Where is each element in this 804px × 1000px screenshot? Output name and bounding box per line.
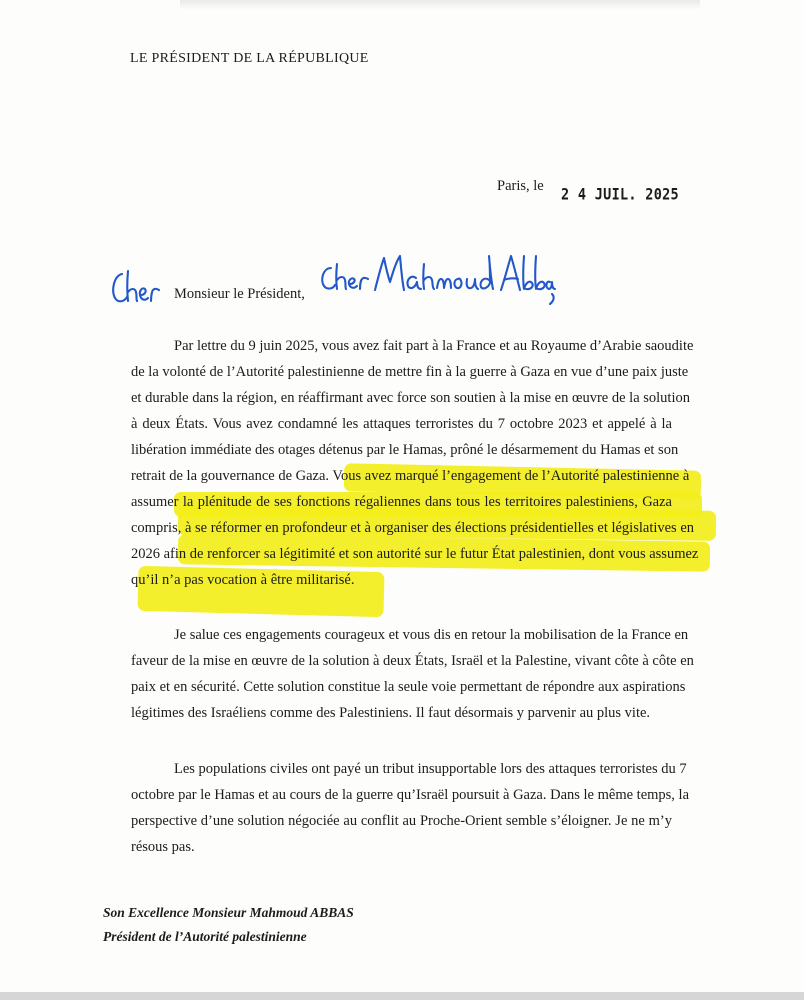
- paragraph-1-line: de la volonté de l’Autorité palestinienne de mettre fin à la guerre à Gaza en vue d’une paix juste: [131, 364, 689, 380]
- paragraph-1-line: libération immédiate des otages détenus par le Hamas, prôné le désarmement du Hamas et son: [131, 442, 679, 458]
- addressee-name: Son Excellence Monsieur Mahmoud ABBAS: [103, 905, 354, 920]
- paragraph-2-line: paix et en sécurité. Cette solution constitue la seule voie permettant de répondre aux aspirations: [131, 679, 686, 695]
- paragraph-2-line: légitimes des Israéliens comme des Palestiniens. Il faut désormais y parvenir au plus vite.: [131, 705, 651, 721]
- paragraph-1-line: compris, à se réformer en profondeur et à organiser des élections présidentielles et législatives en: [131, 520, 695, 536]
- paragraph-3-line: Les populations civiles ont payé un tribut insupportable lors des attaques terroristes du 7: [174, 761, 687, 777]
- paragraph-1-line: à deux États. Vous avez condamné les attaques terroristes du 7 octobre 2023 et appelé à la: [131, 416, 672, 432]
- page-top-shadow: [180, 0, 700, 10]
- paragraph-3-line: résous pas.: [131, 839, 195, 855]
- paragraph-1-line: et durable dans la région, en réaffirmant avec force son soutien à la mise en œuvre de la solution: [131, 390, 690, 406]
- addressee-title: Président de l’Autorité palestinienne: [103, 929, 307, 944]
- salutation: Monsieur le Président,: [174, 286, 305, 302]
- paragraph-2-line: faveur de la mise en œuvre de la solution à deux États, Israël et la Palestine, vivant côte à côte en: [131, 653, 694, 669]
- paragraph-1-line: retrait de la gouvernance de Gaza. Vous avez marqué l’engagement de l’Autorité palestinienne à: [131, 468, 690, 484]
- date-place: Paris, le: [497, 178, 544, 194]
- paragraph-2-line: Je salue ces engagements courageux et vous dis en retour la mobilisation de la France en: [174, 627, 689, 643]
- paragraph-1-line: Par lettre du 9 juin 2025, vous avez fait part à la France et au Royaume d’Arabie saoudite: [174, 338, 694, 354]
- paragraph-1-line: qu’il n’a pas vocation à être militarisé.: [131, 572, 355, 588]
- paragraph-3-line: octobre par le Hamas et au cours de la guerre qu’Israël poursuit à Gaza. Dans le même temps, la: [131, 787, 690, 803]
- letterhead: LE PRÉSIDENT DE LA RÉPUBLIQUE: [130, 51, 369, 66]
- handwritten-greeting: [318, 248, 558, 308]
- page-bottom-edge: [0, 992, 804, 1000]
- paragraph-3-line: perspective d’une solution négociée au conflit au Proche-Orient semble s’éloigner. Je ne m’y: [131, 813, 672, 829]
- date-stamp: 2 4 JUIL. 2025: [561, 185, 679, 205]
- paragraph-1-line: 2026 afin de renforcer sa légitimité et son autorité sur le futur État palestinien, dont vous assumez: [131, 546, 699, 562]
- handwritten-cher-margin: [108, 268, 168, 308]
- paragraph-1-line: assumer la plénitude de ses fonctions régaliennes dans tous les territoires palestiniens, Gaza: [131, 494, 672, 510]
